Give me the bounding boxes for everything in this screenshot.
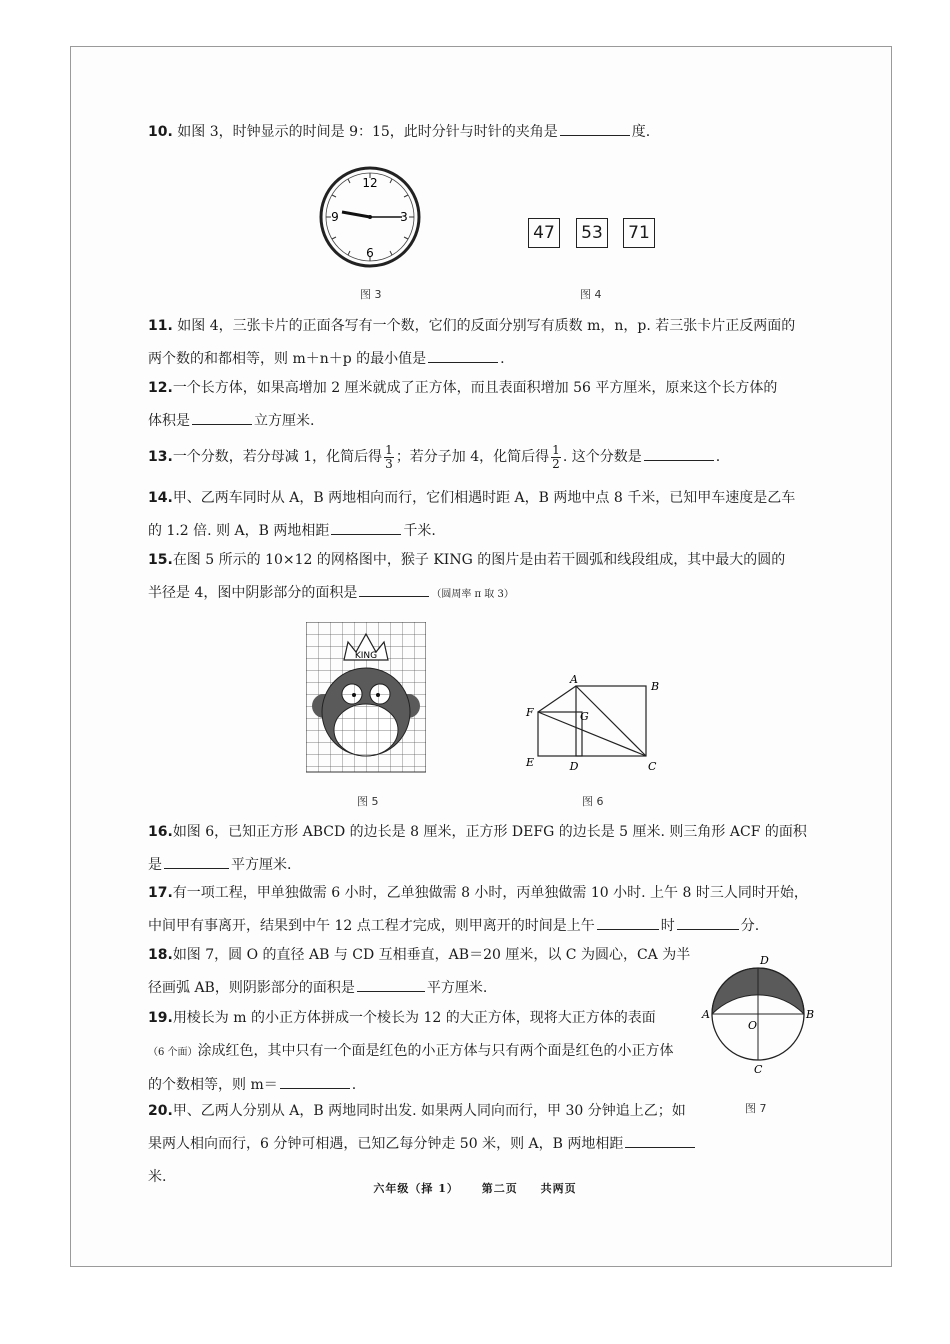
question-text-line3: 的个数相等，则 m＝	[148, 1077, 278, 1093]
card-3: 71	[623, 218, 655, 248]
answer-blank[interactable]	[359, 595, 429, 597]
footer-grade: 六年级（择 1）	[373, 1182, 459, 1195]
fraction-one-third: $\frac{1}{3}$	[385, 442, 393, 471]
question-text-line2: 果两人相向而行，6 分钟可相遇，已知乙每分钟走 50 米，则 A，B 两地相距	[148, 1136, 624, 1152]
king-label: KING	[354, 651, 378, 661]
point-D: D	[569, 760, 579, 773]
question-text-c: . 这个分数是	[562, 449, 642, 465]
question-text-line1: 如图 4，三张卡片的正面各写有一个数，它们的反面分别写有质数 m，n，p. 若三张卡片正反两面的	[177, 318, 796, 334]
figure-6-caption: 图 6	[582, 795, 604, 808]
question-text-line1: 一个长方体，如果高增加 2 厘米就成了正方体，而且表面积增加 56 平方厘米，原来这个长方体的	[172, 380, 778, 396]
answer-blank-minute[interactable]	[677, 928, 739, 930]
point-O: O	[748, 1019, 758, 1032]
question-text-line1: 在图 5 所示的 10×12 的网格图中，猴子 KING 的图片是由若干圆弧和线段组成，其中最大的圆的	[172, 552, 786, 568]
question-number: 16.	[148, 824, 173, 840]
question-16	[148, 816, 818, 882]
question-unit: 平方厘米.	[231, 857, 292, 873]
question-10	[148, 116, 818, 149]
question-17	[148, 877, 818, 943]
question-15	[148, 544, 818, 611]
question-end: .	[351, 1077, 357, 1093]
question-14	[148, 482, 818, 548]
point-B: B	[651, 680, 660, 693]
hour-hand	[342, 212, 370, 217]
answer-blank-hour[interactable]	[597, 928, 659, 930]
question-note: （圆周率 π 取 3）	[431, 589, 514, 600]
point-F: F	[526, 706, 534, 719]
question-number: 20.	[148, 1103, 173, 1119]
answer-blank[interactable]	[357, 990, 425, 992]
question-unit: 平方厘米.	[426, 980, 488, 996]
question-text-line1: 有一项工程，甲单独做需 6 小时，乙单独做需 8 小时，丙单独做需 10 小时. 上午 8 时三人同时开始，	[172, 885, 808, 901]
question-end: .	[715, 449, 721, 465]
question-text-line2: 体积是	[148, 413, 190, 429]
fraction-one-half: $\frac{1}{2}$	[552, 442, 560, 471]
question-unit-hour: 时	[660, 918, 675, 934]
question-number: 18.	[148, 947, 173, 963]
question-note: （6 个面）	[148, 1047, 198, 1058]
question-text-line2: 涂成红色，其中只有一个面是红色的小正方体与只有两个面是红色的小正方体	[197, 1043, 674, 1059]
question-number: 15.	[148, 552, 173, 568]
question-text-line1: 甲、乙两车同时从 A，B 两地相向而行，它们相遇时距 A，B 两地中点 8 千米，已知甲车速度是乙车	[172, 490, 796, 506]
answer-blank[interactable]	[625, 1146, 695, 1148]
figure-5-monkey-grid	[306, 622, 426, 774]
question-number: 14.	[148, 490, 173, 506]
figure-6-squares	[518, 672, 668, 776]
question-unit-minute: 分.	[740, 918, 760, 934]
figure-3-clock	[318, 164, 422, 274]
figure-3-caption: 图 3	[360, 288, 382, 301]
question-end: .	[500, 351, 505, 367]
clock-6: 6	[366, 246, 374, 260]
figure-4-caption: 图 4	[580, 288, 602, 301]
figure-7-caption: 图 7	[745, 1102, 767, 1115]
page-footer	[0, 1180, 950, 1196]
question-text-line1: 如图 6，已知正方形 ABCD 的边长是 8 厘米，正方形 DEFG 的边长是 5 厘米. 则三角形 ACF 的面积	[172, 824, 807, 840]
question-text-line1: 如图 7，圆 O 的直径 AB 与 CD 互相垂直，AB＝20 厘米，以 C 为圆心，CA 为半	[172, 947, 691, 963]
question-text-line1: 用棱长为 m 的小正方体拼成一个棱长为 12 的大正方体，现将大正方体的表面	[172, 1010, 656, 1026]
question-number: 10.	[148, 124, 173, 140]
question-number: 13.	[148, 449, 173, 465]
question-12	[148, 372, 818, 438]
point-B: B	[806, 1008, 815, 1021]
question-text: 如图 3，时钟显示的时间是 9：15，此时分针与时针的夹角是	[177, 124, 558, 140]
answer-blank[interactable]	[192, 423, 252, 425]
question-text-line1: 甲、乙两人分别从 A，B 两地同时出发. 如果两人同向而行，甲 30 分钟追上乙；如	[172, 1103, 686, 1119]
point-C: C	[648, 760, 657, 773]
answer-blank[interactable]	[280, 1087, 350, 1089]
question-18	[148, 939, 703, 1005]
answer-blank[interactable]	[331, 533, 401, 535]
question-text-b: ；若分子加 4，化简后得	[395, 449, 550, 465]
point-A: A	[570, 673, 578, 686]
answer-blank[interactable]	[560, 134, 630, 136]
question-unit: 米.	[148, 1169, 167, 1185]
footer-page: 第二页	[481, 1182, 518, 1195]
point-C: C	[754, 1063, 763, 1076]
answer-blank[interactable]	[164, 867, 229, 869]
question-unit: 度.	[631, 124, 651, 140]
question-number: 19.	[148, 1010, 173, 1026]
question-13	[148, 441, 818, 474]
question-number: 12.	[148, 380, 173, 396]
figure-7-circle	[700, 952, 818, 1076]
clock-3: 3	[400, 210, 408, 224]
point-G: G	[580, 710, 589, 723]
footer-total: 共两页	[540, 1182, 577, 1195]
question-text-line2: 径画弧 AB，则阴影部分的面积是	[148, 980, 355, 996]
clock-12: 12	[362, 176, 378, 190]
answer-blank[interactable]	[428, 361, 498, 363]
question-text-a: 一个分数，若分母减 1，化简后得	[172, 449, 383, 465]
question-text-line2: 中间甲有事离开，结果到中午 12 点工程才完成，则甲离开的时间是上午	[148, 918, 595, 934]
question-text-line2: 是	[148, 857, 162, 873]
card-1: 47	[528, 218, 560, 248]
question-text-line2: 的 1.2 倍. 则 A，B 两地相距	[148, 523, 330, 539]
question-19	[148, 1002, 703, 1102]
answer-blank[interactable]	[644, 459, 714, 461]
question-unit: 立方厘米.	[254, 413, 315, 429]
point-A: A	[702, 1008, 710, 1021]
point-D: D	[760, 954, 769, 967]
question-text-line2: 半径是 4，图中阴影部分的面积是	[148, 585, 358, 601]
question-text-line2: 两个数的和都相等，则 m＋n＋p 的最小值是	[148, 351, 427, 367]
point-E: E	[526, 756, 535, 769]
figure-5-caption: 图 5	[357, 795, 379, 808]
question-unit: 千米.	[403, 523, 436, 539]
question-number: 11.	[148, 318, 173, 334]
question-number: 17.	[148, 885, 173, 901]
question-11	[148, 310, 818, 376]
card-2: 53	[576, 218, 608, 248]
clock-9: 9	[331, 210, 339, 224]
